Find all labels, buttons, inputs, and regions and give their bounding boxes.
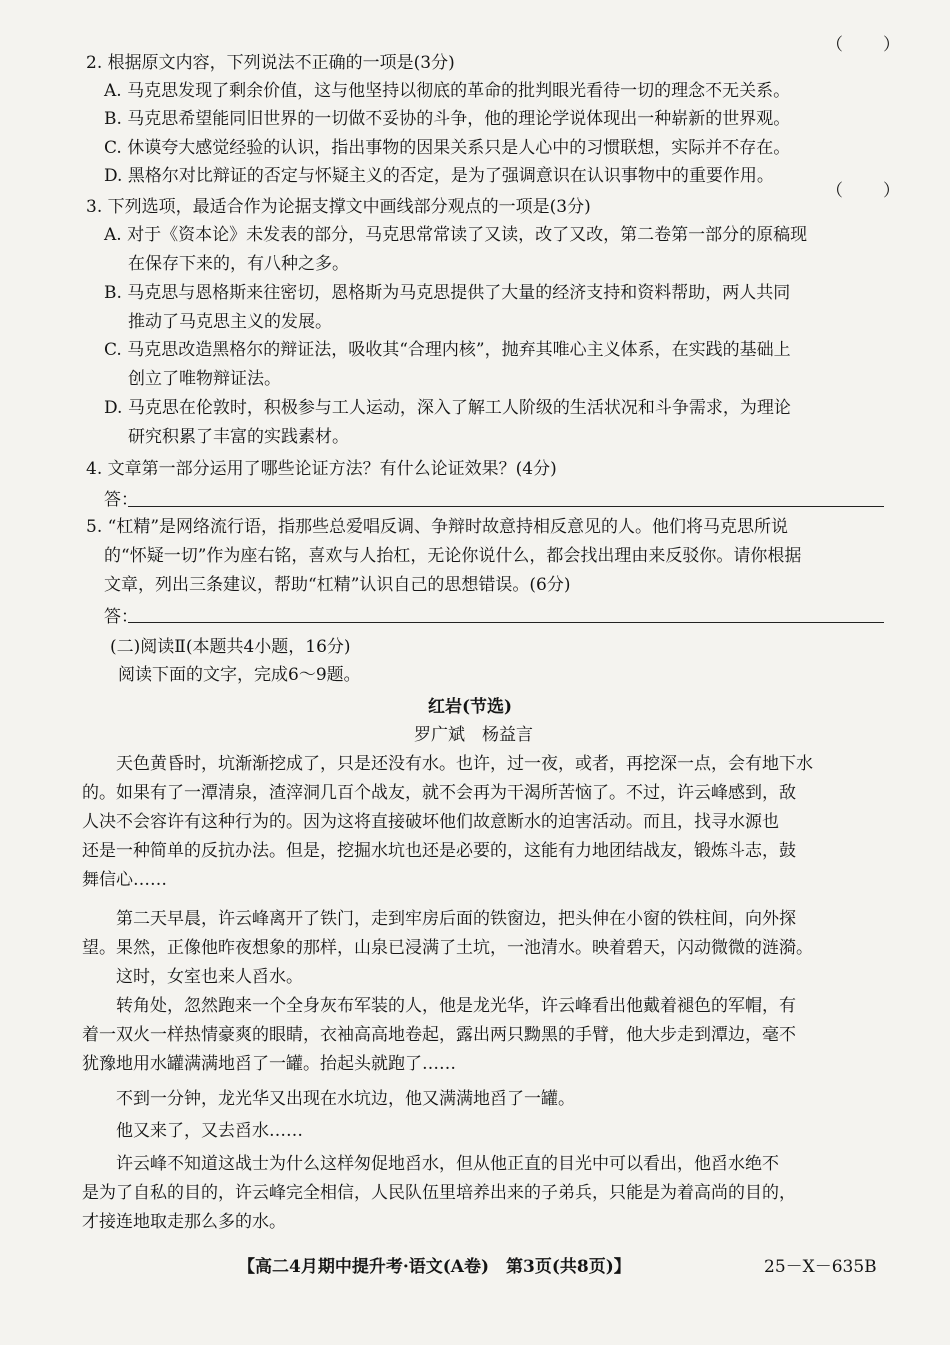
q3-option-c-cont: 创立了唯物辩证法。 <box>128 369 281 389</box>
q3-option-a: A. 对于《资本论》未发表的部分，马克思常常读了又读，改了又改，第二卷第一部分的原稿现 <box>104 225 808 245</box>
q5-stem-line-3: 文章，列出三条建议，帮助“杠精”认识自己的思想错误。(6分) <box>104 575 571 595</box>
q2-answer-bracket: （ ） <box>826 35 902 55</box>
reading2-heading: (二)阅读Ⅱ(本题共4小题，16分) <box>110 637 351 657</box>
q4-stem: 4. 文章第一部分运用了哪些论证方法？有什么论证效果？(4分) <box>86 459 557 479</box>
q5-answer-label: 答： <box>104 607 138 627</box>
q3-option-b: B. 马克思与恩格斯来往密切，恩格斯为马克思提供了大量的经济支持和资料帮助，两人共同 <box>104 283 791 303</box>
passage-line: 着一双火一样热情豪爽的眼睛，衣袖高高地卷起，露出两只黝黑的手臂，他大步走到潭边，毫不 <box>82 1025 796 1045</box>
q5-answer-line[interactable] <box>128 622 884 623</box>
q5-stem-line-2: 的“怀疑一切”作为座右铭，喜欢与人抬杠，无论你说什么，都会找出理由来反驳你。请你根据 <box>104 546 802 566</box>
q2-option-b: B. 马克思希望能同旧世界的一切做不妥协的斗争，他的理论学说体现出一种崭新的世界观。 <box>104 109 791 129</box>
q2-option-c: C. 休谟夸大感觉经验的认识，指出事物的因果关系只是人心中的习惯联想，实际并不存在。 <box>104 138 791 158</box>
q4-answer-line[interactable] <box>128 506 884 507</box>
passage-line: 不到一分钟，龙光华又出现在水坑边，他又满满地舀了一罐。 <box>82 1089 575 1109</box>
passage-title: 红岩(节选) <box>428 697 513 717</box>
q3-option-d-cont: 研究积累了丰富的实践素材。 <box>128 427 349 447</box>
q3-option-b-cont: 推动了马克思主义的发展。 <box>128 312 332 332</box>
q2-option-d: D. 黑格尔对比辩证的否定与怀疑主义的否定，是为了强调意识在认识事物中的重要作用。 <box>104 166 774 186</box>
q2-option-a: A. 马克思发现了剩余价值，这与他坚持以彻底的革命的批判眼光看待一切的理念不无关系。 <box>104 81 791 101</box>
passage-author: 罗广斌 杨益言 <box>414 725 533 745</box>
passage-line: 他又来了，又去舀水…… <box>82 1121 303 1141</box>
passage-line: 人决不会容许有这种行为的。因为这将直接破坏他们故意断水的迫害活动。而且，找寻水源也 <box>82 812 779 832</box>
passage-line: 这时，女室也来人舀水。 <box>82 967 303 987</box>
q4-answer-label: 答： <box>104 490 138 510</box>
passage-line: 还是一种简单的反抗办法。但是，挖掘水坑也还是必要的，这能有力地团结战友，锻炼斗志，鼓 <box>82 841 796 861</box>
q3-stem: 3. 下列选项，最适合作为论据支撑文中画线部分观点的一项是(3分) <box>86 197 591 217</box>
passage-line: 舞信心…… <box>82 870 167 890</box>
q3-option-c: C. 马克思改造黑格尔的辩证法，吸收其“合理内核”，抛弃其唯心主义体系，在实践的基础上 <box>104 340 791 360</box>
page-footer-code: 25－X－635B <box>764 1257 877 1277</box>
q2-stem: 2. 根据原文内容，下列说法不正确的一项是(3分) <box>86 53 455 73</box>
q3-option-d: D. 马克思在伦敦时，积极参与工人运动，深入了解工人阶级的生活状况和斗争需求，为理论 <box>104 398 791 418</box>
q5-stem-line-1: 5. “杠精”是网络流行语，指那些总爱唱反调、争辩时故意持相反意见的人。他们将马克思所说 <box>86 517 789 537</box>
passage-line: 是为了自私的目的，许云峰完全相信，人民队伍里培养出来的子弟兵，只能是为着高尚的目的， <box>82 1183 796 1203</box>
passage-line: 望。果然，正像他昨夜想象的那样，山泉已浸满了土坑，一池清水。映着碧天，闪动微微的涟漪。 <box>82 938 813 958</box>
q3-option-a-cont: 在保存下来的，有八种之多。 <box>128 254 349 274</box>
passage-line: 许云峰不知道这战士为什么这样匆促地舀水，但从他正直的目光中可以看出，他舀水绝不 <box>82 1154 779 1174</box>
passage-line: 第二天早晨，许云峰离开了铁门，走到牢房后面的铁窗边，把头伸在小窗的铁柱间，向外探 <box>82 909 796 929</box>
passage-line: 天色黄昏时，坑渐渐挖成了，只是还没有水。也许，过一夜，或者，再挖深一点，会有地下水 <box>82 754 813 774</box>
passage-line: 才接连地取走那么多的水。 <box>82 1212 286 1232</box>
page-footer-label: 【高二4月期中提升考·语文(A卷) 第3页(共8页)】 <box>238 1257 631 1277</box>
passage-line: 犹豫地用水罐满满地舀了一罐。抬起头就跑了…… <box>82 1054 456 1074</box>
passage-line: 转角处，忽然跑来一个全身灰布军装的人，他是龙光华，许云峰看出他戴着褪色的军帽，有 <box>82 996 796 1016</box>
q3-answer-bracket: （ ） <box>826 181 902 201</box>
reading2-instruction: 阅读下面的文字，完成6～9题。 <box>118 665 361 685</box>
passage-line: 的。如果有了一潭清泉，渣滓洞几百个战友，就不会再为干渴所苦恼了。不过，许云峰感到，敌 <box>82 783 796 803</box>
